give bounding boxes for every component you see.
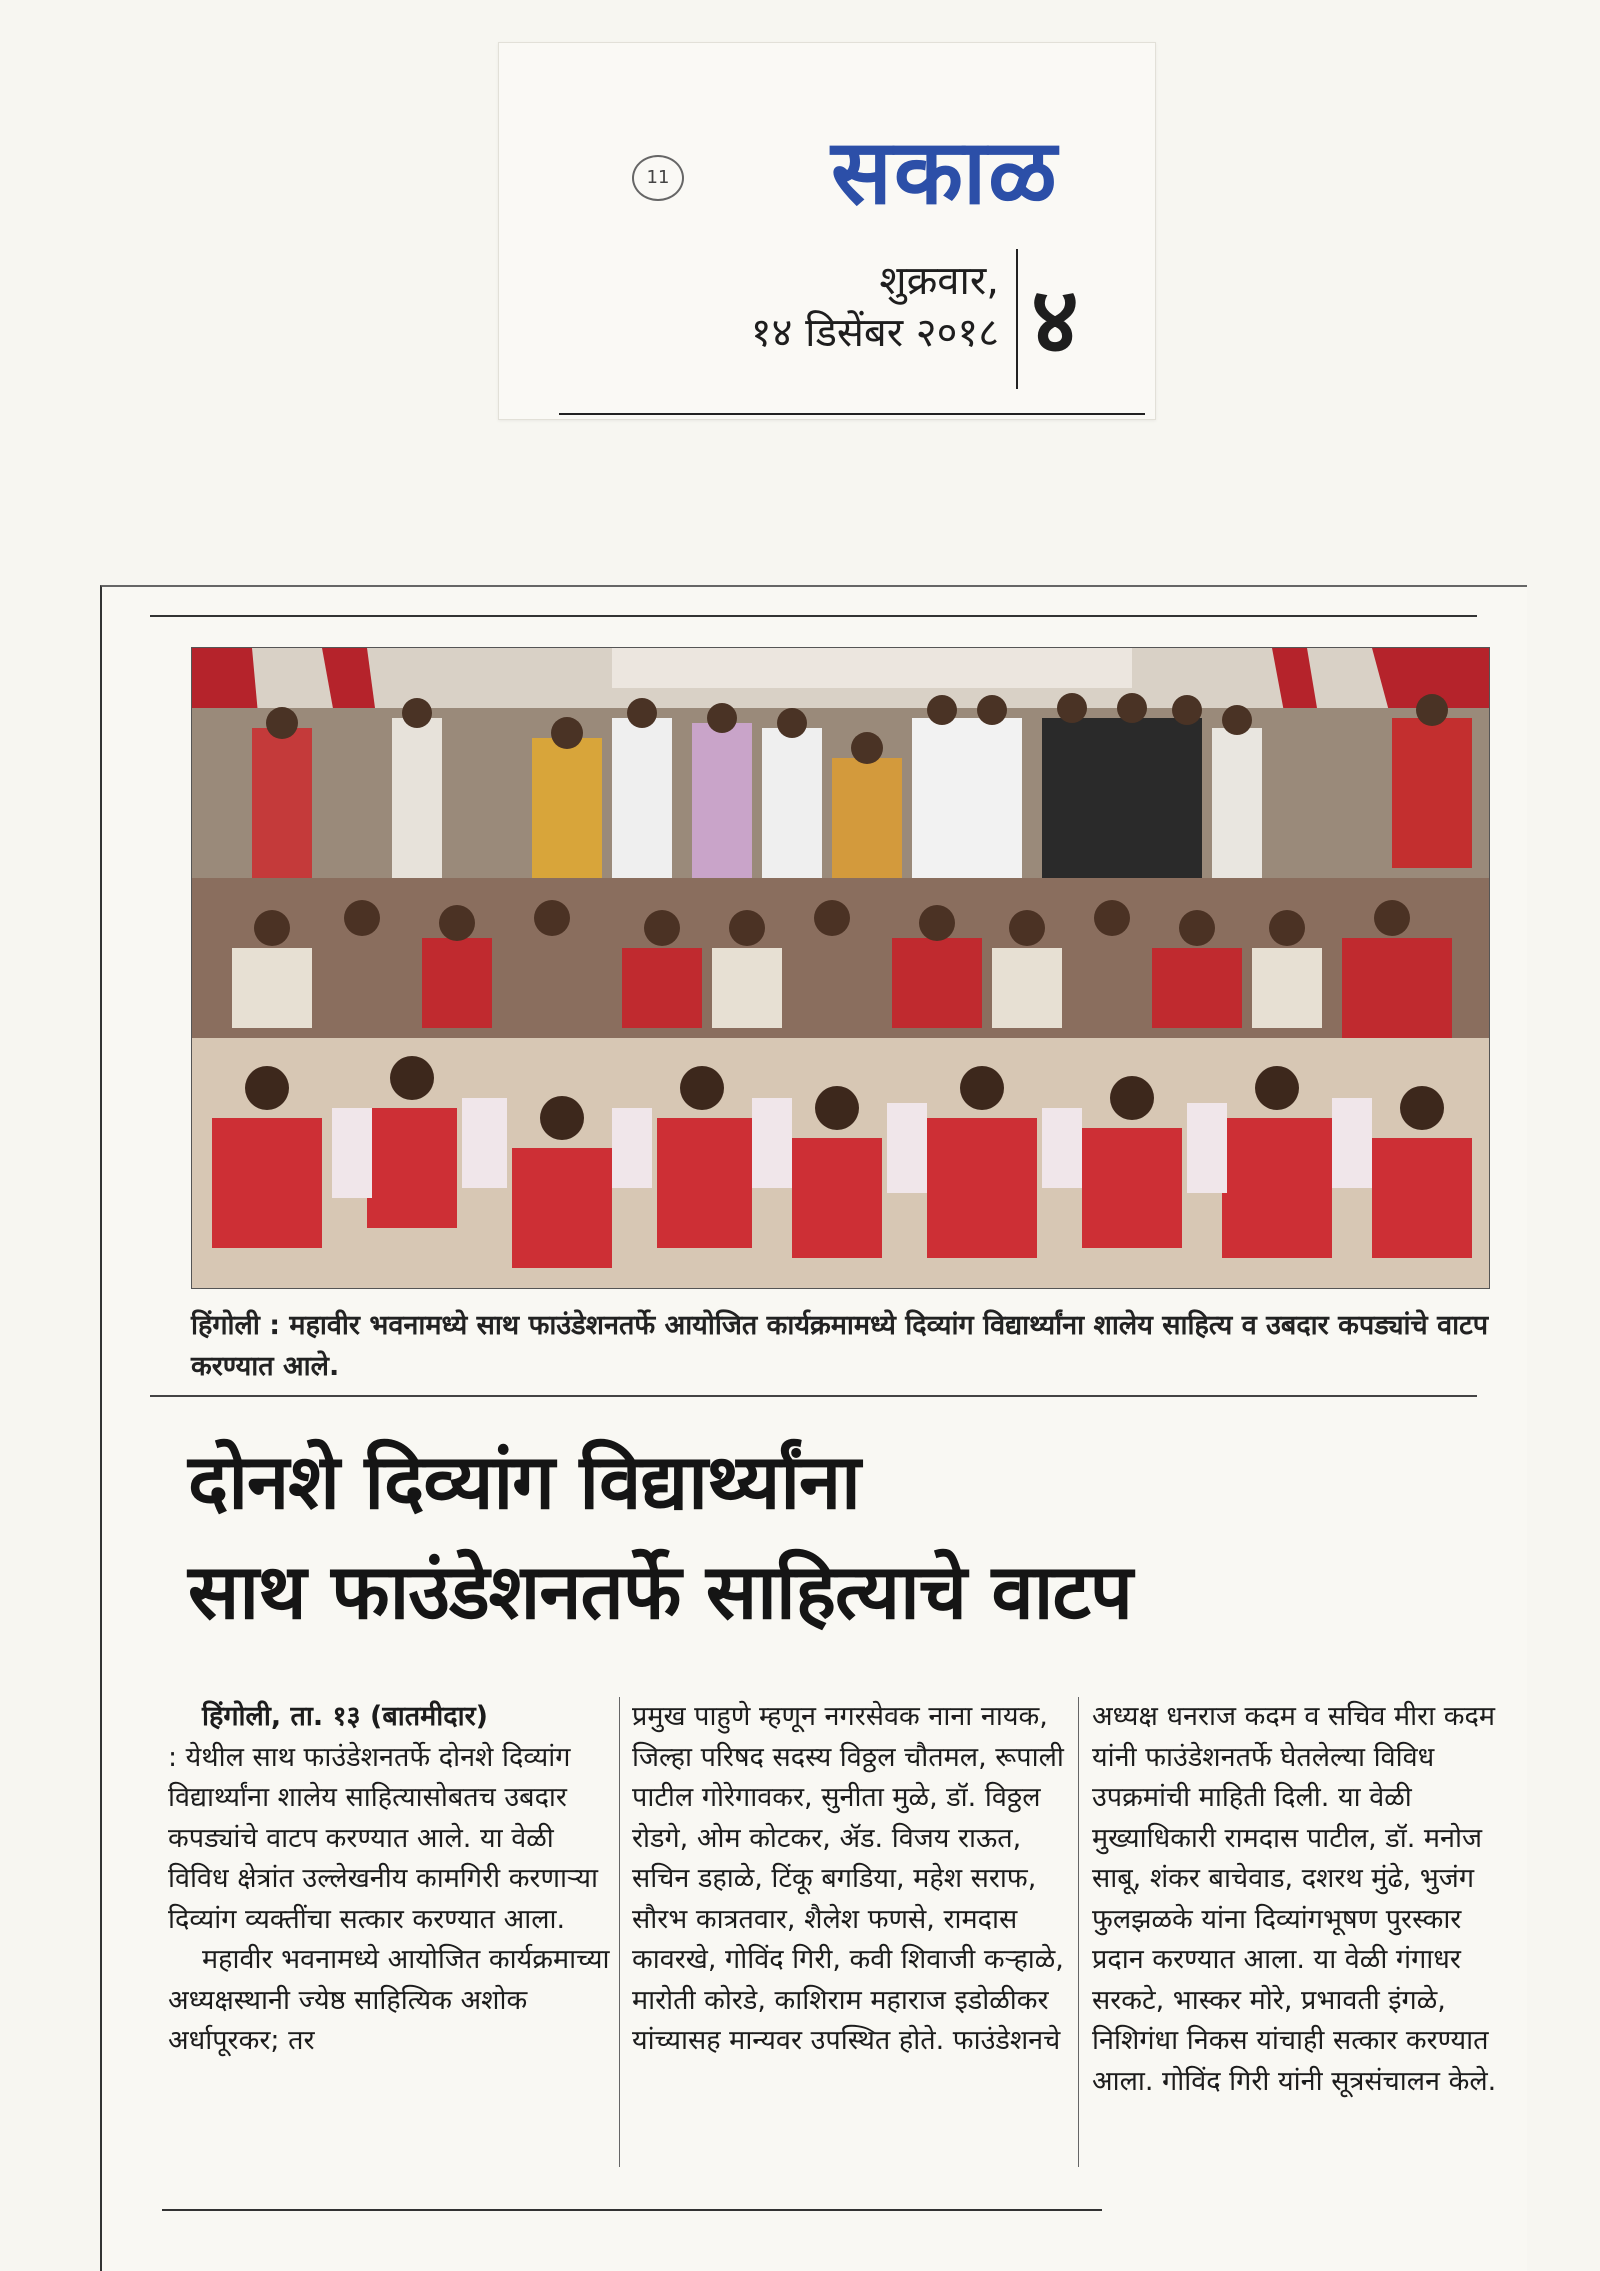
event-photo-illustration (192, 648, 1489, 1288)
date: १४ डिसेंबर २०१८ (750, 310, 999, 356)
event-photo (191, 647, 1490, 1289)
masthead-clipping (498, 42, 1156, 420)
article-clipping (100, 585, 1527, 2271)
dateline: हिंगोली, ता. १३ (बातमीदार) (202, 1701, 488, 1732)
page-number: ४ (1031, 267, 1079, 374)
weekday: शुक्रवार, (879, 258, 999, 304)
caption-rule (150, 1395, 1477, 1397)
date-separator (1016, 249, 1018, 389)
issue-date (589, 255, 999, 359)
top-rule (150, 615, 1477, 617)
headline-line-2: साथ फाउंडेशनतर्फे साहित्याचे वाटप (188, 1547, 1132, 1636)
column-rule-1 (619, 1697, 620, 2167)
masthead-rule (559, 413, 1145, 415)
headline (188, 1427, 1508, 1647)
photo-caption: हिंगोली : महावीर भवनामध्ये साथ फाउंडेशनतर्फे आयोजित कार्यक्रमामध्ये दिव्यांग विद्यार्थ्यांना शालेय साहित्य व उबदार कपड्यांचे वाटप करण्यात आले. (191, 1310, 1489, 1382)
article-column-2 (632, 1697, 1064, 2062)
page-mark: 11 (632, 155, 684, 201)
article-column-1 (168, 1697, 616, 2062)
headline-line-1: दोनशे दिव्यांग विद्यार्थ्यांना (188, 1437, 860, 1526)
newspaper-logo: सकाळ (831, 120, 1059, 225)
column-2-paragraph-1: प्रमुख पाहुणे म्हणून नगरसेवक नाना नायक, जिल्हा परिषद सदस्य विठ्ठल चौतमल, रूपाली पाटील गोरेगावकर, सुनीता मुळे, डॉ. विठ्ठल रोडगे, ओम कोटकर, ॲड. विजय राऊत, सचिन डहाळे, टिंकू बगडिया, महेश सराफ, सौरभ कात्रतवार, शैलेश फणसे, रामदास कावरखे, गोविंद गिरी, कवी शिवाजी कऱ्हाळे, मारोती कोरडे, काशिराम महाराज इडोळीकर यांच्यासह मान्यवर उपस्थित होते. फाउंडेशनचे (632, 1701, 1064, 2056)
column-3-paragraph-1: अध्यक्ष धनराज कदम व सचिव मीरा कदम यांनी फाउंडेशनतर्फे घेतलेल्या विविध उपक्रमांची माहिती दिली. या वेळी मुख्याधिकारी रामदास पाटील, डॉ. मनोज साबू, शंकर बाचेवाड, दशरथ मुंढे, भुजंग फुलझळके यांना दिव्यांगभूषण पुरस्कार प्रदान करण्यात आला. या वेळी गंगाधर सरकटे, भास्कर मोरे, प्रभावती इंगळे, निशिगंधा निकस यांचाही सत्कार करण्यात आला. गोविंद गिरी यांनी सूत्रसंचालन केले. (1092, 1701, 1497, 2097)
column-rule-2 (1078, 1697, 1079, 2167)
article-column-3 (1092, 1697, 1502, 2102)
column-1-paragraph-1: : येथील साथ फाउंडेशनतर्फे दोनशे दिव्यांग विद्यार्थ्यांना शालेय साहित्यासोबतच उबदार कपड्यांचे वाटप करण्यात आले. या वेळी विविध क्षेत्रांत उल्लेखनीय कामगिरी करणाऱ्या दिव्यांग व्यक्तींचा सत्कार करण्यात आला. (168, 1741, 598, 1935)
bottom-rule (162, 2209, 1102, 2211)
column-1-paragraph-2: महावीर भवनामध्ये आयोजित कार्यक्रमाच्या अध्यक्षस्थानी ज्येष्ठ साहित्यिक अशोक अर्धापूरकर; तर (168, 1944, 610, 2056)
